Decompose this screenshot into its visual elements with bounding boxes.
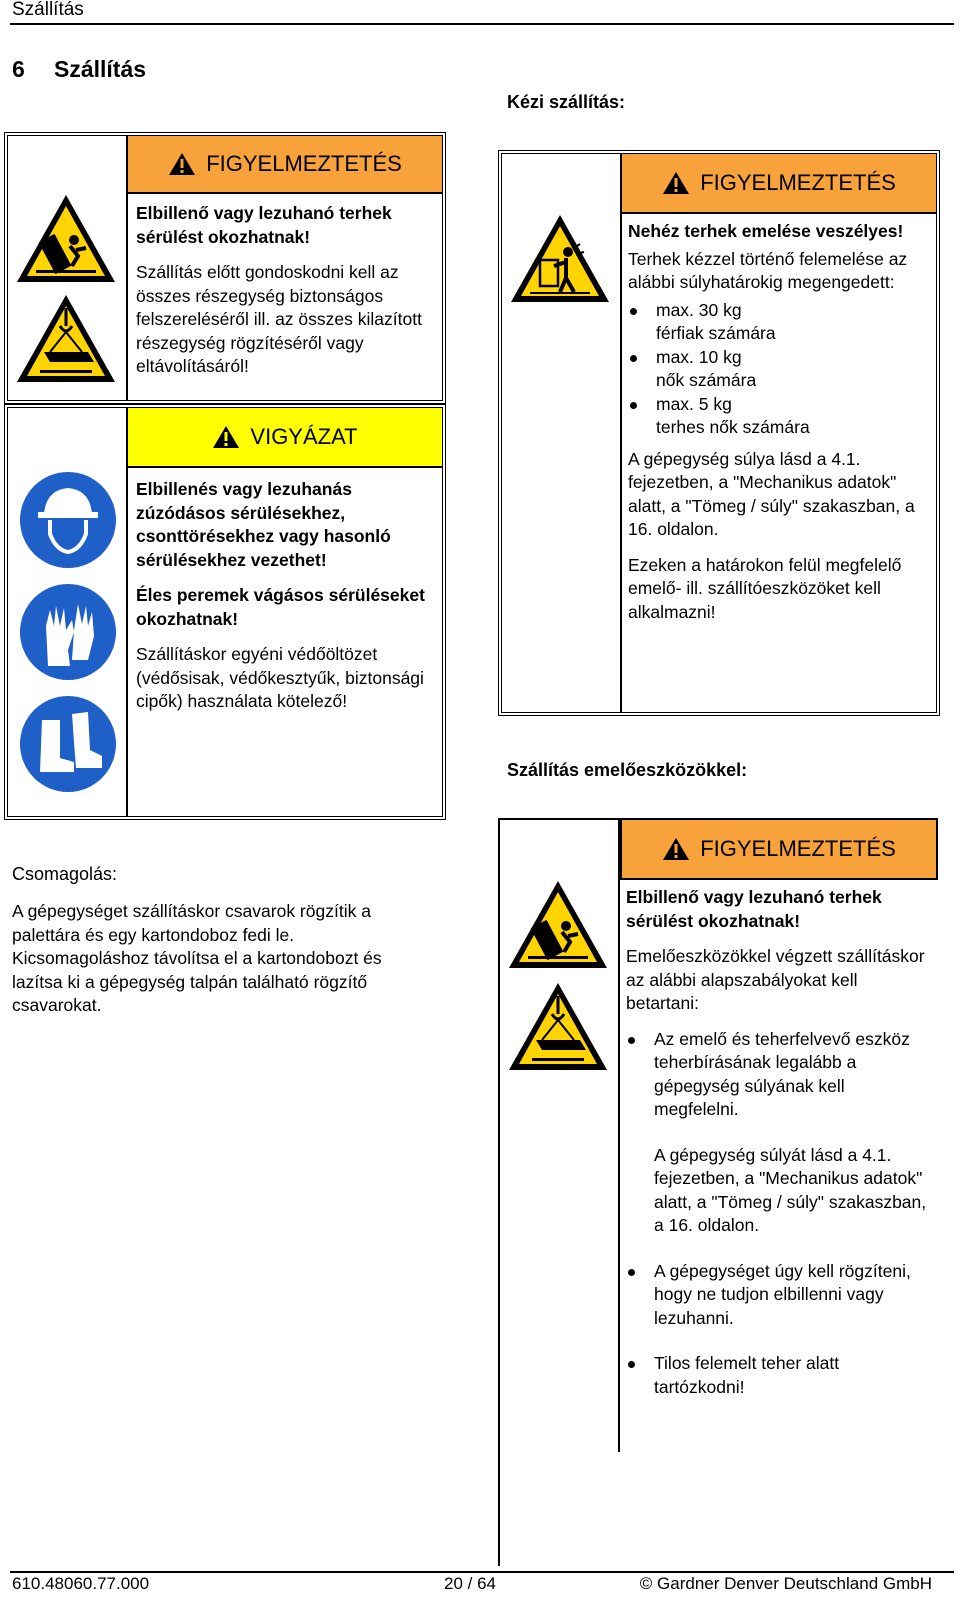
warning-box-heavy-loads — [498, 150, 940, 716]
lifting-rules-intro: Emelőeszközökkel végzett szállításkor az alábbi alapszabályokat kell betartani: — [626, 946, 925, 1013]
list-item: Tilos felemelt teher alatt tartózkodni! — [626, 1352, 930, 1399]
chapter-number: 6 — [12, 56, 25, 82]
hazard-headline: Elbillenő vagy lezuhanó terhek sérülést okozhatnak! — [626, 887, 882, 931]
caution-box-ppe — [4, 404, 446, 820]
warning-text — [136, 202, 436, 391]
signal-word: FIGYELMEZTETÉS — [700, 170, 896, 195]
tipping-load-warning-icon — [506, 878, 610, 972]
signal-word: FIGYELMEZTETÉS — [206, 151, 402, 176]
hazard-headline: Elbillenés vagy lezuhanás zúzódásos sérülésekhez, csonttörésekhez vagy hasonló sérülésekhez vezethet! — [136, 479, 391, 570]
heavy-lifting-warning-icon — [508, 212, 612, 306]
lift-limits-list — [628, 299, 932, 440]
exclamation-triangle-icon — [168, 152, 196, 176]
document-number: 610.48060.77.000 — [12, 1574, 150, 1593]
weight-reference: A gépegység súlyát lásd a 4.1. fejezetben, a "Mechanikus adatok" alatt, a "Tömeg / súly" szakaszban, a 16. oldalon. — [654, 1144, 927, 1235]
page-number: 20 / 64 — [444, 1574, 496, 1593]
chapter-name: Szállítás — [54, 56, 147, 82]
beyond-limits-instruction: Ezeken a határokon felül megfelelő emelő- ill. szállítóeszközöket kell alkalmazni! — [628, 554, 902, 622]
hazard-headline-sharp-edges: Éles peremek vágásos sérüléseket okozhatnak! — [136, 585, 425, 629]
warning-box-lifting-equipment — [498, 818, 938, 1566]
running-header: Szállítás — [12, 0, 84, 20]
list-item: max. 10 kg nők számára — [628, 346, 932, 393]
warning-box-tipping-loads — [4, 132, 446, 404]
header-divider — [10, 23, 954, 25]
caution-text — [136, 478, 436, 726]
warning-signal-banner — [128, 136, 442, 194]
tipping-load-warning-icon — [14, 192, 118, 286]
packaging-heading: Csomagolás: — [12, 864, 118, 884]
warning-signal-banner — [620, 820, 938, 880]
gloves-mandatory-icon — [16, 580, 120, 684]
list-item: Az emelő és teherfelvevő eszköz teherbírásának legalább a gépegység súlyának kell megfelelni. — [626, 1028, 930, 1122]
list-item: max. 30 kg férfiak számára — [628, 299, 932, 346]
mandatory-icon-column — [8, 408, 128, 816]
chapter-title — [12, 56, 146, 83]
suspended-load-warning-icon — [14, 292, 118, 386]
footer-divider — [10, 1571, 954, 1573]
suspended-load-warning-icon — [506, 980, 610, 1074]
exclamation-triangle-icon — [212, 425, 240, 449]
helmet-mandatory-icon — [16, 468, 120, 572]
signal-word: VIGYÁZAT — [250, 424, 358, 449]
warning-icon-column — [8, 136, 128, 400]
hazard-headline: Elbillenő vagy lezuhanó terhek sérülést okozhatnak! — [136, 203, 392, 247]
caution-signal-banner — [128, 408, 442, 468]
manual-lift-text — [628, 220, 932, 636]
lifting-rules-list — [626, 1028, 930, 1122]
list-item: max. 5 kg terhes nők számára — [628, 393, 932, 440]
lifting-transport-heading: Szállítás emelőeszközökkel: — [507, 760, 748, 780]
weight-reference: A gépegység súlya lásd a 4.1. fejezetben, a "Mechanikus adatok" alatt, a "Tömeg / súly" szakaszban, a 16. oldalon. — [628, 448, 915, 539]
packaging-text: A gépegységet szállításkor csavarok rögzítik a palettára és egy kartondoboz fedi le. Kicsomagoláshoz távolítsa el a kartondobozt és lazítsa ki a gépegység talpán található rögzítő csavarokat. — [12, 901, 382, 1015]
warning-icon-column — [500, 820, 620, 1452]
ppe-instruction: Szállításkor egyéni védőöltözet (védősisak, védőkesztyűk, biztonsági cipők) használata kötelező! — [136, 644, 424, 711]
signal-word: FIGYELMEZTETÉS — [700, 836, 896, 861]
lifting-rules-list-continued — [626, 1260, 930, 1400]
copyright: © Gardner Denver Deutschland GmbH — [639, 1574, 932, 1593]
safety-boots-mandatory-icon — [16, 692, 120, 796]
hazard-headline: Nehéz terhek emelése veszélyes! — [628, 221, 904, 241]
hazard-instruction: Szállítás előtt gondoskodni kell az összes részegység biztonságos felszereléséről ill. az összes kilazított részegység rögzítéséről vagy eltávolításáról! — [136, 262, 422, 376]
lift-limits-intro: Terhek kézzel történő felemelése az alábbi súlyhatárokig megengedett: — [628, 248, 908, 292]
exclamation-triangle-icon — [662, 837, 690, 861]
warning-icon-column — [502, 154, 622, 712]
warning-signal-banner — [622, 154, 936, 214]
list-item: A gépegységet úgy kell rögzíteni, hogy ne tudjon elbillenni vagy lezuhanni. — [626, 1260, 930, 1331]
lifting-rules-text — [626, 886, 930, 1407]
manual-transport-heading: Kézi szállítás: — [507, 92, 626, 112]
exclamation-triangle-icon — [662, 171, 690, 195]
